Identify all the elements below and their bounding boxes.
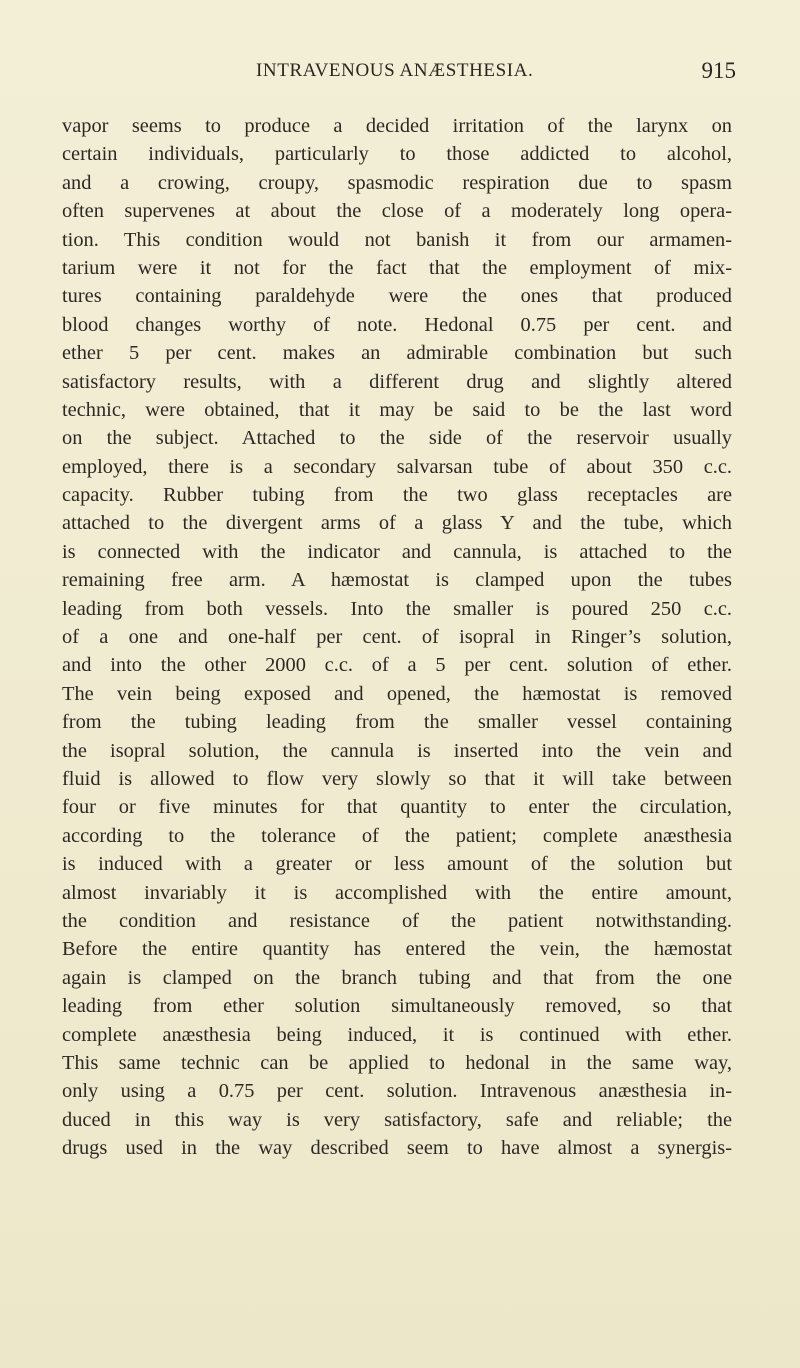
text-line: of a one and one-half per cent. of isopral in Ringer’s solution, xyxy=(62,626,732,649)
text-line: drugs used in the way described seem to have almost a synergis- xyxy=(62,1137,732,1160)
text-line: again is clamped on the branch tubing and that from the one xyxy=(62,966,732,989)
text-line: almost invariably it is accomplished with the entire amount, xyxy=(62,881,732,904)
page-number: 915 xyxy=(701,58,736,83)
text-line: tion. This condition would not banish it from our armamen- xyxy=(62,228,732,251)
text-line: capacity. Rubber tubing from the two glass receptacles are xyxy=(62,484,732,507)
text-line: blood changes worthy of note. Hedonal 0.75 per cent. and xyxy=(62,313,732,336)
text-line: is induced with a greater or less amount of the solution but xyxy=(62,853,732,876)
text-line: only using a 0.75 per cent. solution. Intravenous anæsthesia in- xyxy=(62,1080,732,1103)
text-line: from the tubing leading from the smaller vessel containing xyxy=(62,711,732,734)
running-head-title: INTRAVENOUS ANÆSTHESIA. xyxy=(256,60,534,81)
text-line: ether 5 per cent. makes an admirable combination but such xyxy=(62,342,732,365)
text-line: and into the other 2000 c.c. of a 5 per cent. solution of ether. xyxy=(62,654,732,677)
text-line: The vein being exposed and opened, the hæmostat is removed xyxy=(62,682,732,705)
text-line: is connected with the indicator and cannula, is attached to the xyxy=(62,540,732,563)
text-line: often supervenes at about the close of a moderately long opera- xyxy=(62,200,732,223)
text-line: the condition and resistance of the patient notwithstanding. xyxy=(62,909,732,932)
text-line: vapor seems to produce a decided irritation of the larynx on xyxy=(62,115,732,137)
text-line: technic, were obtained, that it may be said to be the last word xyxy=(62,398,732,421)
text-line: tures containing paraldehyde were the ones that produced xyxy=(62,285,732,308)
text-line: complete anæsthesia being induced, it is continued with ether. xyxy=(62,1023,732,1046)
text-line: remaining free arm. A hæmostat is clamped upon the tubes xyxy=(62,569,732,592)
text-line: This same technic can be applied to hedonal in the same way, xyxy=(62,1051,732,1074)
text-line: tarium were it not for the fact that the employment of mix- xyxy=(62,256,732,279)
text-line: four or five minutes for that quantity to enter the circulation, xyxy=(62,796,732,819)
text-line: and a crowing, croupy, spasmodic respiration due to spasm xyxy=(62,171,732,194)
text-line: on the subject. Attached to the side of the reservoir usually xyxy=(62,427,732,450)
text-line: employed, there is a secondary salvarsan tube of about 350 c.c. xyxy=(62,455,732,478)
body-paragraph xyxy=(62,112,732,1162)
text-line: duced in this way is very satisfactory, safe and reliable; the xyxy=(62,1108,732,1131)
text-line: the isopral solution, the cannula is inserted into the vein and xyxy=(62,739,732,762)
text-line: satisfactory results, with a different drug and slightly altered xyxy=(62,370,732,393)
text-line: leading from both vessels. Into the smaller is poured 250 c.c. xyxy=(62,597,732,620)
text-line: certain individuals, particularly to those addicted to alcohol, xyxy=(62,143,732,166)
running-head xyxy=(56,60,744,90)
text-line: according to the tolerance of the patient; complete anæsthesia xyxy=(62,824,732,847)
text-line: attached to the divergent arms of a glass Y and the tube, which xyxy=(62,512,732,535)
text-line: Before the entire quantity has entered the vein, the hæmostat xyxy=(62,938,732,961)
text-line: leading from ether solution simultaneously removed, so that xyxy=(62,995,732,1018)
text-line: fluid is allowed to flow very slowly so that it will take between xyxy=(62,767,732,790)
